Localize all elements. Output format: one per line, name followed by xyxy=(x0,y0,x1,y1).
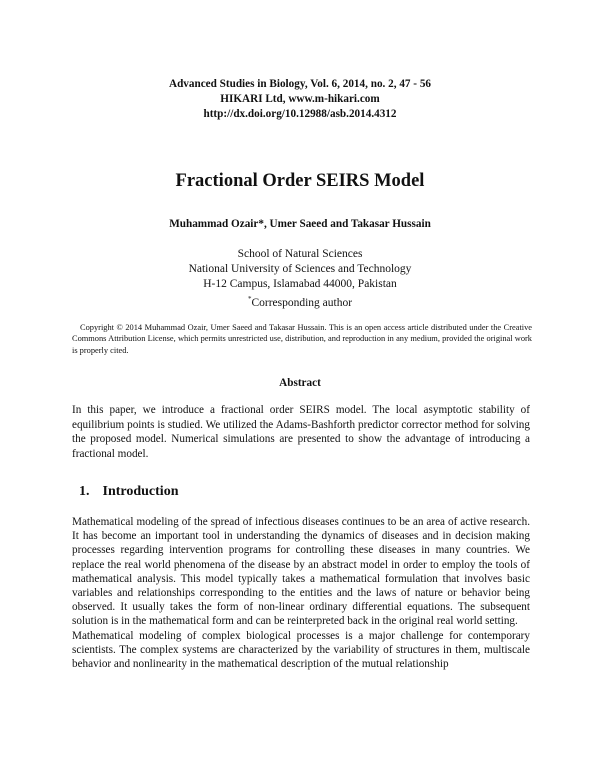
affiliation-university: National University of Sciences and Technology xyxy=(188,263,412,275)
affiliation xyxy=(0,247,600,311)
section-title: Introduction xyxy=(102,484,179,499)
corresponding-mark: * xyxy=(247,295,252,303)
author-list: Muhammad Ozair*, Umer Saeed and Takasar Hussain xyxy=(169,218,431,230)
publisher-line: HIKARI Ltd, www.m-hikari.com xyxy=(220,93,380,105)
intro-paragraph-1: Mathematical modeling of the spread of infectious diseases continues to be an area of active research. It has become an important tool in understanding the dynamics of diseases and in decision making processes regarding intervention programs for controlling these diseases in many countries. We replace the real world phenomena of the disease by an abstract model in order to employ the tools of mathematical analysis. This model typically takes a mathematical formulation that involves basic variables and relationships corresponding to the entities and the laws of nature or behavior being observed. It usually takes the form of non-linear ordinary differential equations. The subsequent solution is in the mathematical form and can be reinterpreted back in the original real world setting. xyxy=(72,516,530,628)
section-heading xyxy=(79,484,178,500)
affiliation-address: H-12 Campus, Islamabad 44000, Pakistan xyxy=(203,278,397,290)
section-number: 1. xyxy=(79,484,90,499)
affiliation-school: School of Natural Sciences xyxy=(237,248,363,260)
paper-title: Fractional Order SEIRS Model xyxy=(175,171,425,191)
journal-header xyxy=(0,77,600,122)
corresponding-note xyxy=(0,292,600,311)
intro-paragraph-2: Mathematical modeling of complex biological processes is a major challenge for contemporary scientists. The complex systems are characterized by the variability of structures in them, multiscale behavior and nonlinearity in the mathematical description of the mutual relationship xyxy=(72,629,530,671)
abstract-text: In this paper, we introduce a fractional order SEIRS model. The local asymptotic stability of equilibrium points is studied. We utilized the Adams-Bashforth predictor corrector method for solving the proposed model. Numerical simulations are presented to show the advantage of introducing a fractional model. xyxy=(72,404,530,461)
copyright-notice: Copyright © 2014 Muhammad Ozair, Umer Saeed and Takasar Hussain. This is an open access article distributed under the Creative Commons Attribution License, which permits unrestricted use, distribution, and reproduction in any medium, provided the original work is properly cited. xyxy=(72,323,532,355)
journal-line: Advanced Studies in Biology, Vol. 6, 2014, no. 2, 47 - 56 xyxy=(168,78,432,90)
abstract-heading: Abstract xyxy=(279,377,321,389)
corresponding-label: Corresponding author xyxy=(251,296,353,309)
doi-line: http://dx.doi.org/10.12988/asb.2014.4312 xyxy=(203,108,397,120)
introduction-body xyxy=(72,515,530,671)
